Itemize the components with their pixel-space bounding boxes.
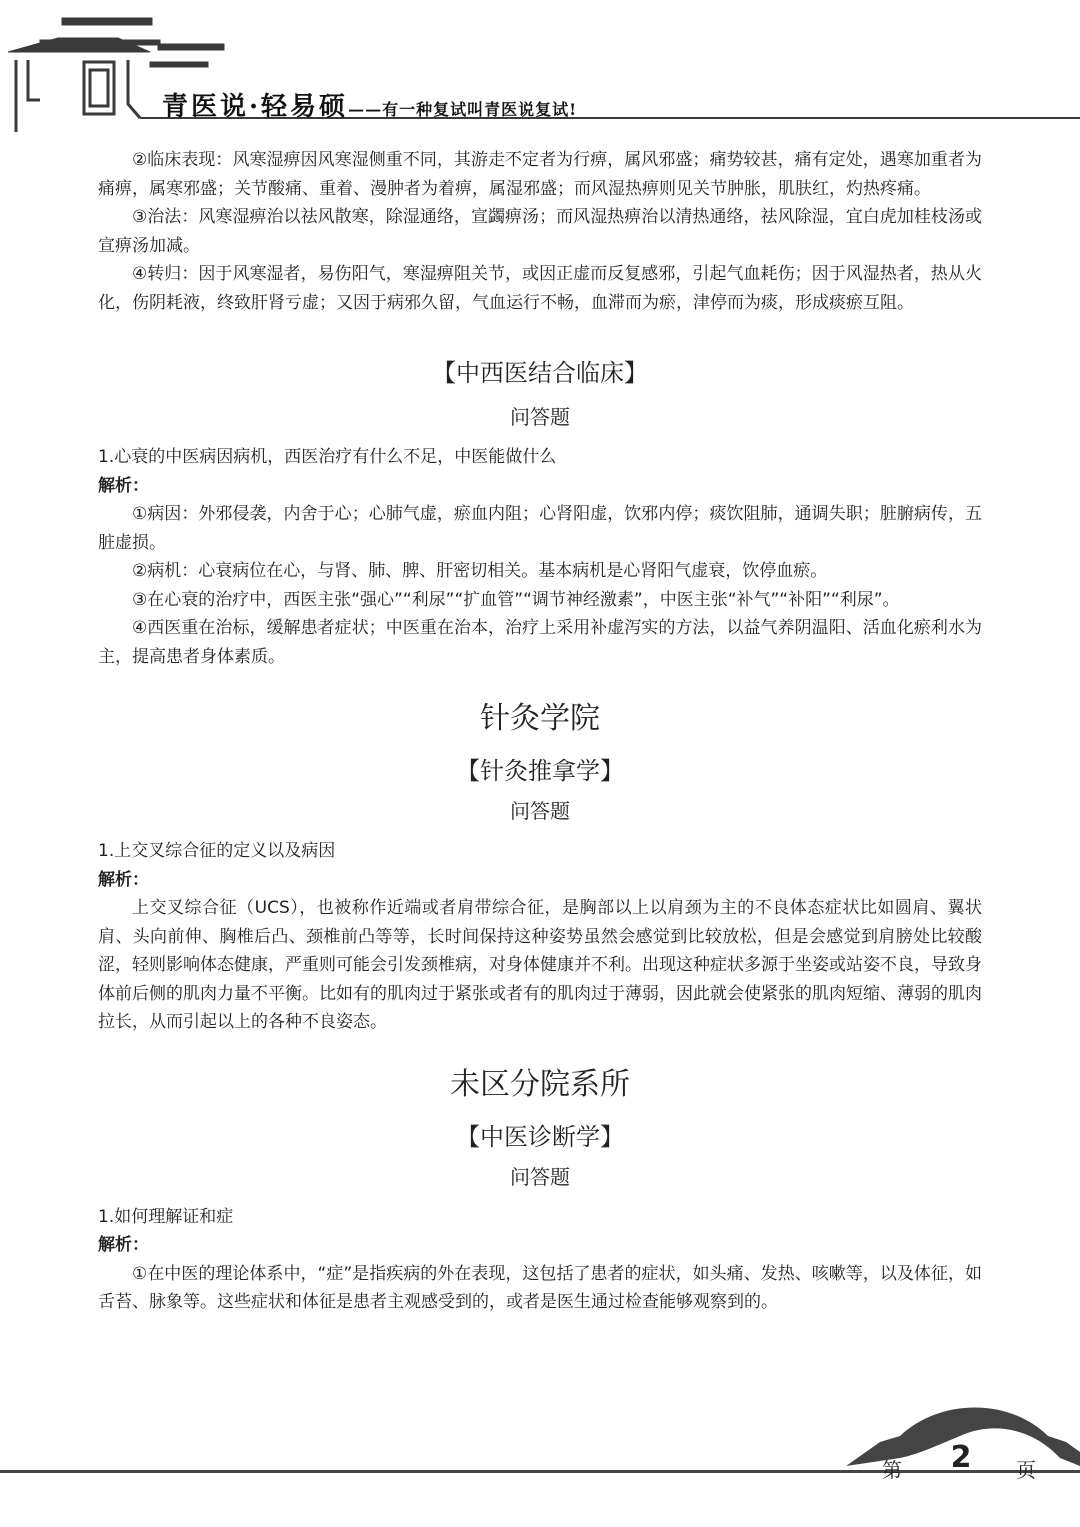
section-title-integrated: 【中西医结合临床】 <box>432 359 648 387</box>
analysis-label: 解析： <box>98 869 149 890</box>
brand-slogan: ——有一种复试叫青医说复试! <box>348 100 578 119</box>
analysis-label: 解析： <box>98 1235 149 1255</box>
page-suffix: 页 <box>1016 1458 1036 1482</box>
page-prefix: 第 <box>882 1458 902 1482</box>
brand-title: 青医说·轻易硕 <box>162 92 349 122</box>
section-subtitle: 问答题 <box>510 1164 570 1189</box>
analysis-paragraph: ③在心衰的治疗中，西医主张“强心”“利尿”“扩血管”“调节神经激素”，中医主张“补气”“补阳”“利尿”。 <box>132 589 900 610</box>
question: 1.上交叉综合征的定义以及病因 <box>98 841 336 861</box>
subject-title: 【针灸推拿学】 <box>456 757 624 785</box>
college-title: 未区分院系所 <box>450 1066 630 1102</box>
question: 1.如何理解证和症 <box>98 1206 234 1227</box>
analysis-paragraph: ②病机：心衰病位在心，与肾、肺、脾、肝密切相关。基本病机是心肾阳气虚衰，饮停血瘀。 <box>132 561 828 581</box>
section-subtitle: 问答题 <box>510 405 570 429</box>
subject-title: 【中医诊断学】 <box>456 1122 624 1151</box>
question: 1.心衰的中医病因病机，西医治疗有什么不足，中医能做什么 <box>98 447 557 467</box>
analysis-label: 解析： <box>98 475 149 496</box>
analysis-paragraph: ①病因：外邪侵袭，内舍于心；心肺气虚，瘀血内阻；心肾阳虚，饮邪内停；痰饮阻肺，通调失职；脏腑病传，五脏虚损。 <box>98 504 982 553</box>
page-content <box>98 146 982 1317</box>
analysis-paragraph: ①在中医的理论体系中，“症”是指疾病的外在表现，这包括了患者的症状，如头痛、发热、咳嗽等，以及体征，如舌苔、脉象等。这些症状和体征是患者主观感受到的，或者是医生通过检查能够观察到的。 <box>98 1263 982 1312</box>
analysis-paragraph: 上交叉综合征（UCS），也被称作近端或者肩带综合征，是胸部以上以肩颈为主的不良体态症状比如圆肩、翼状肩、头向前伸、胸椎后凸、颈椎前凸等等，长时间保持这种姿势虽然会感觉到比较放松，但是会感觉到肩膀处比较酸涩，轻则影响体态健康，严重则可能会引发颈椎病，对身体健康并不利。出现这种症状多源于坐姿或站姿不良，导致身体前后侧的肌肉力量不平衡。比如有的肌肉过于紧张或者有的肌肉过于薄弱，因此就会使紧张的肌肉短缩、薄弱的肌肉拉长，从而引起以上的各种不良姿态。 <box>98 898 982 1032</box>
college-title: 针灸学院 <box>480 701 600 736</box>
analysis-paragraph: ④西医重在治标，缓解患者症状；中医重在治本，治疗上采用补虚泻实的方法，以益气养阴温阳、活血化瘀利水为主，提高患者身体素质。 <box>98 618 982 667</box>
paragraph-clinical: ②临床表现：风寒湿痹因风寒湿侧重不同，其游走不定者为行痹，属风邪盛；痛势较甚，痛有定处，遇寒加重者为痛痹，属寒邪盛；关节酸痛、重着、漫肿者为着痹，属湿邪盛；而风湿热痹则见关节肿胀，肌肤红，灼热疼痛。 <box>98 150 982 199</box>
paragraph-prognosis: ④转归：因于风寒湿者，易伤阳气，寒湿痹阻关节，或因正虚而反复感邪，引起气血耗伤；因于风湿热者，热从火化，伤阴耗液，终致肝肾亏虚；又因于病邪久留，气血运行不畅，血滞而为瘀，津停而为痰，形成痰瘀互阻。 <box>98 264 982 313</box>
footer-bridge-decoration <box>0 1396 1080 1527</box>
page-number: 2 <box>950 1440 972 1475</box>
section-subtitle: 问答题 <box>510 799 570 823</box>
paragraph-treatment: ③治法：风寒湿痹治以祛风散寒，除湿通络，宣蠲痹汤；而风湿热痹治以清热通络，祛风除湿，宜白虎加桂枝汤或宣痹汤加减。 <box>98 207 982 256</box>
header-brand <box>162 86 577 123</box>
